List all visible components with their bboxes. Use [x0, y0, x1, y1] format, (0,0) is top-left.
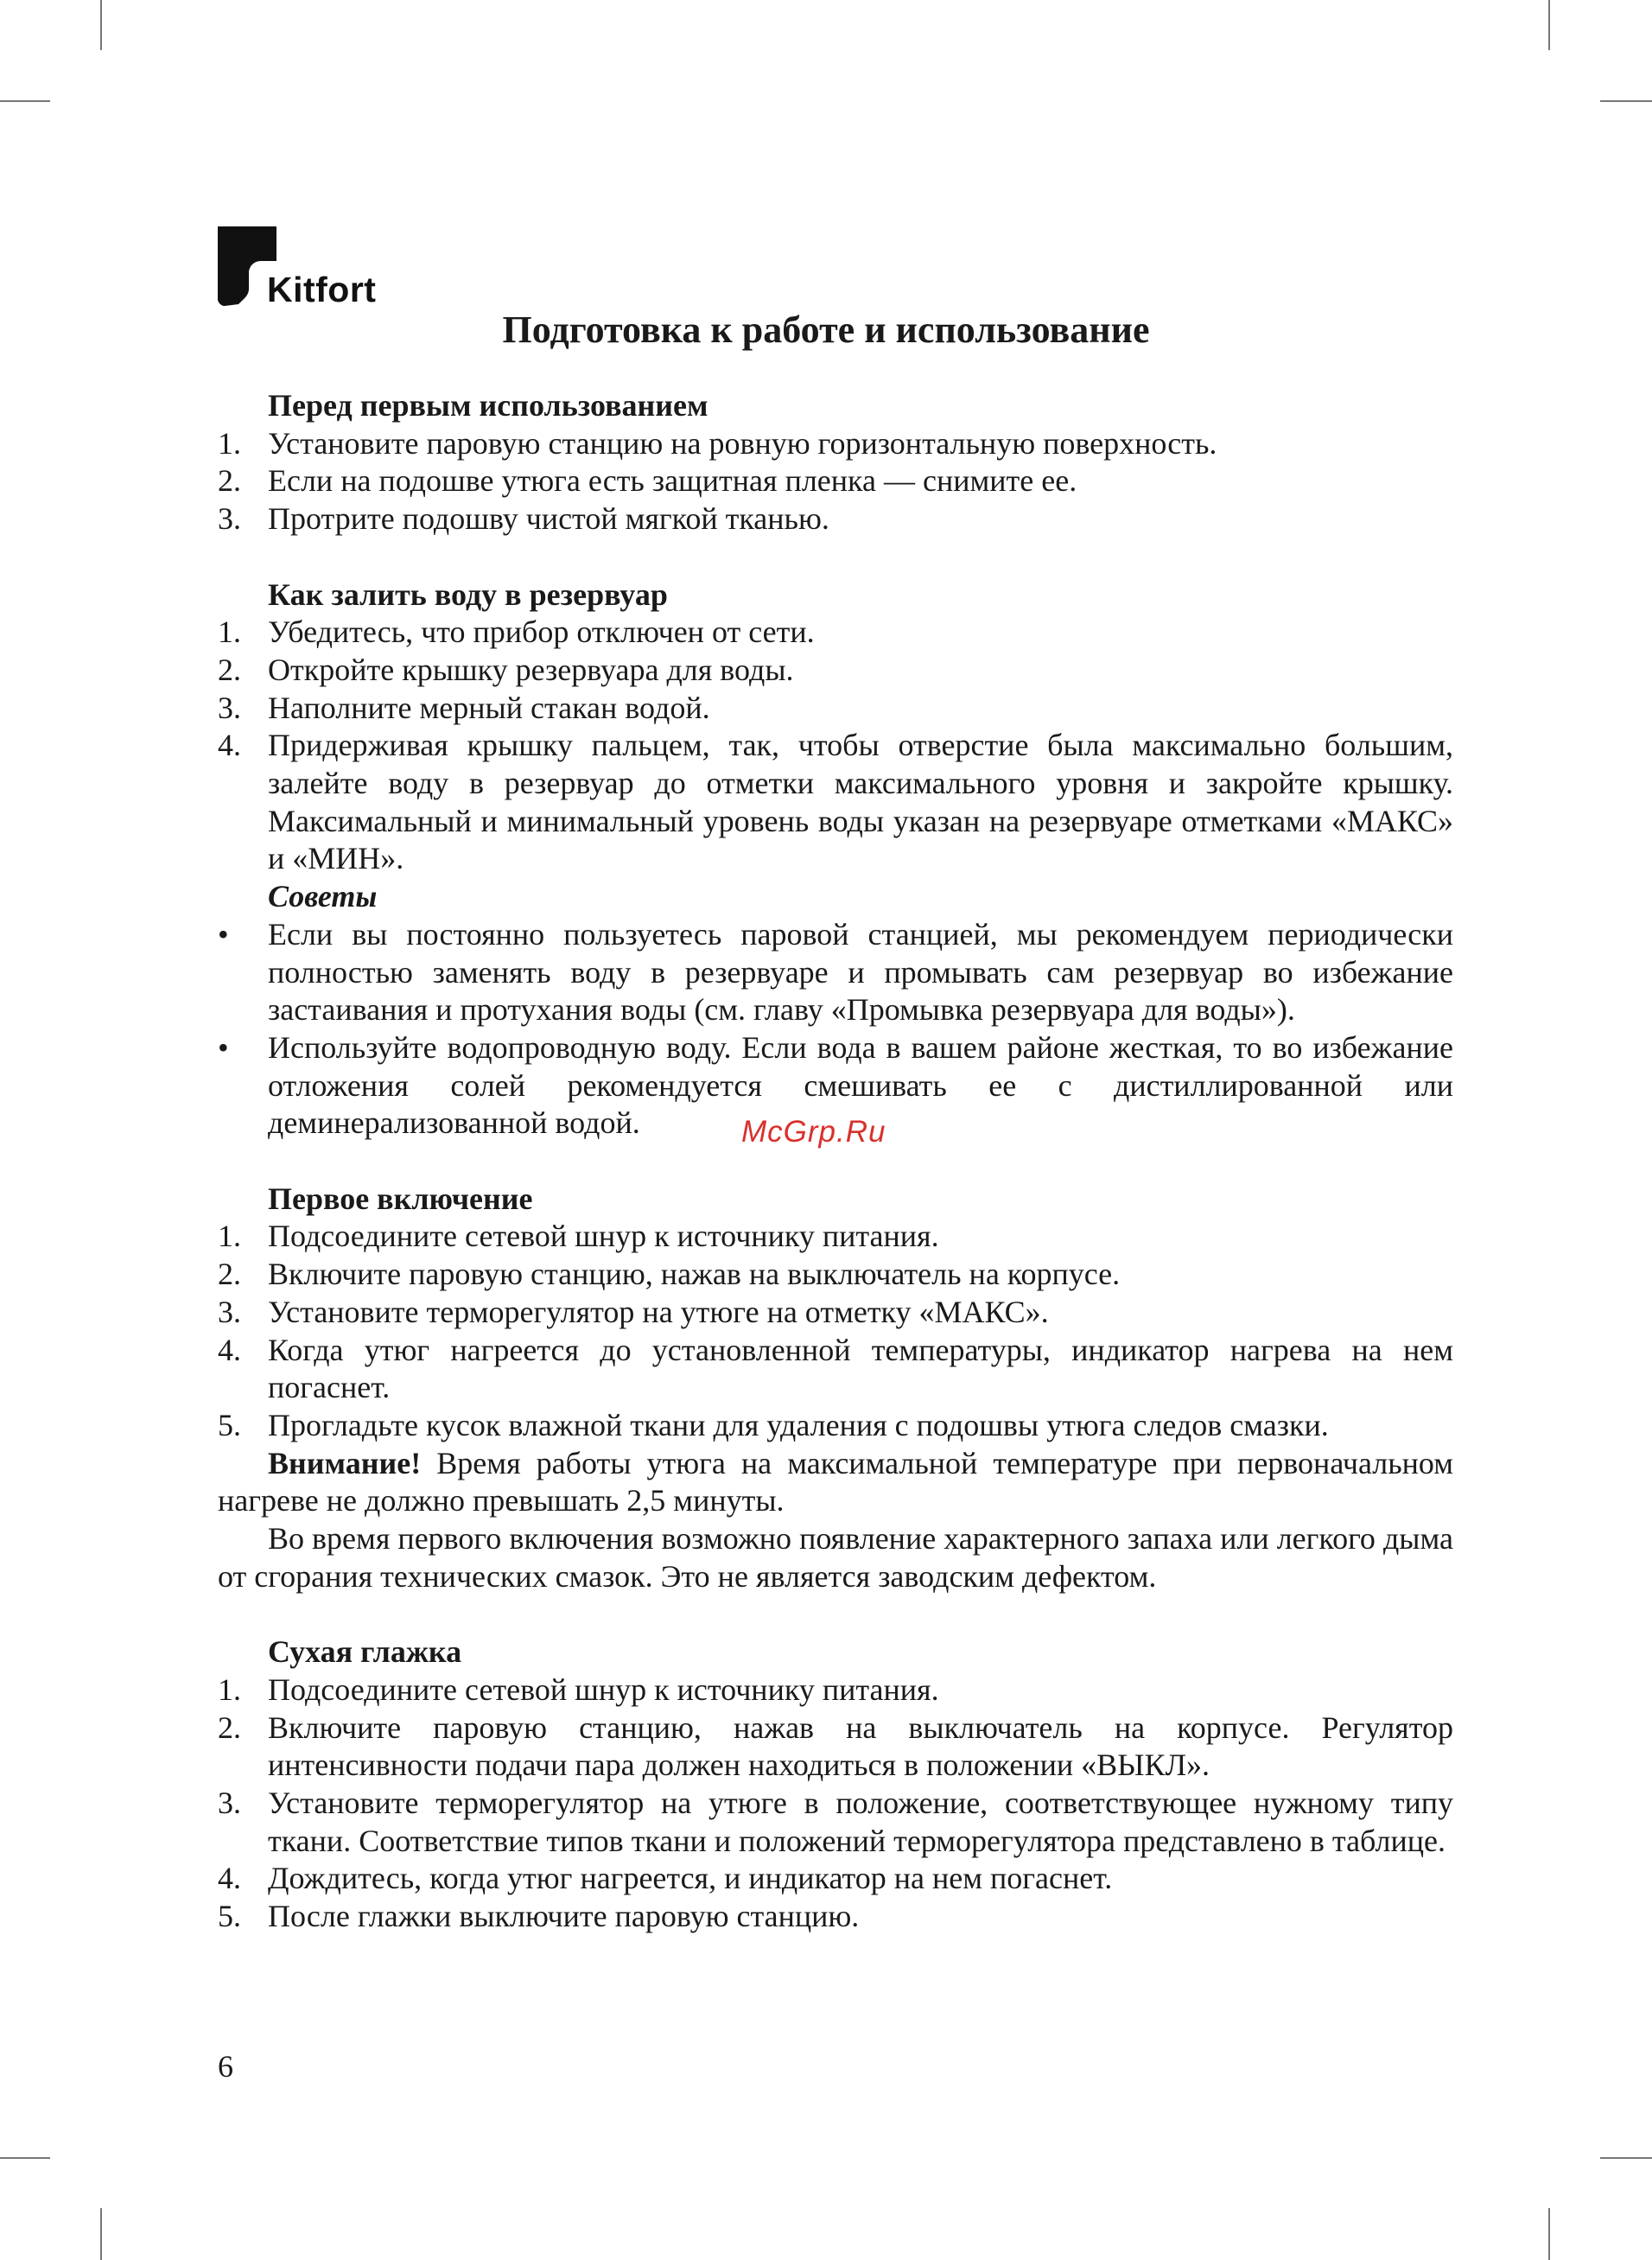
list-item-text: Включите паровую станцию, нажав на выключатель на корпусе.: [268, 1257, 1121, 1292]
list-item: [218, 1785, 1453, 1860]
page-number: 6: [218, 2049, 233, 2084]
list-number: 1.: [218, 1671, 241, 1707]
list-item-text: Если на подошве утюга есть защитная пленка — снимите ее.: [268, 463, 1077, 499]
list-item-text: Подсоедините сетевой шнур к источнику питания.: [268, 1219, 939, 1254]
list-item-text: Подсоедините сетевой шнур к источнику питания.: [268, 1671, 939, 1707]
list-number: 4.: [218, 1332, 241, 1367]
list-item: [218, 1332, 1453, 1407]
list-item-text: Дождитесь, когда утюг нагреется, и индикатор на нем погаснет.: [268, 1861, 1113, 1896]
list-item: [218, 462, 1453, 500]
list-number: 3.: [218, 501, 241, 537]
list-item-text: Прогладьте кусок влажной ткани для удаления с подошвы утюга следов смазки.: [268, 1407, 1329, 1442]
warning-text: Время работы утюга на максимальной температуре при первоначальном нагреве не должно превышать 2,5 минуты.: [218, 1445, 1453, 1518]
list-item-text: Протрите подошву чистой мягкой тканью.: [268, 501, 829, 537]
crop-mark: [1548, 2208, 1550, 2260]
list-item: [218, 652, 1453, 690]
list-item-text: Откройте крышку резервуара для воды.: [268, 652, 794, 687]
crop-mark: [0, 100, 50, 102]
list-number: 4.: [218, 1861, 241, 1896]
section-before-first-use: [218, 387, 1453, 538]
bullet-text: Используйте водопроводную воду. Если вода в вашем районе жесткая, то во избежание отложения солей рекомендуется смешивать ее с дистиллированной или деминерализованной водой.: [268, 1029, 1453, 1141]
list-item: [218, 1860, 1453, 1898]
list-number: 2.: [218, 1709, 241, 1745]
list-number: 1.: [218, 425, 241, 461]
section-heading: Перед первым использованием: [268, 388, 708, 423]
list-item: [218, 727, 1453, 878]
list-item: [218, 1218, 1453, 1256]
list-item-text: Когда утюг нагреется до установленной температуры, индикатор нагрева на нем погаснет.: [268, 1332, 1453, 1405]
list-item: [218, 690, 1453, 728]
kitfort-logo: [218, 226, 391, 313]
section-first-start: [218, 1181, 1453, 1596]
list-number: 5.: [218, 1407, 241, 1442]
warning-label: Внимание!: [268, 1445, 422, 1480]
bullet-text: Если вы постоянно пользуетесь паровой станцией, мы рекомендуем периодически полностью заменять воду в резервуаре и промывать сам резервуар во избежание застаивания и протухания воды (см. главу «Промывка резервуара для воды»).: [268, 916, 1453, 1028]
brand-name: Kitfort: [267, 270, 377, 309]
section-heading: Как залить воду в резервуар: [268, 576, 668, 612]
section-dry-ironing: [218, 1633, 1453, 1936]
crop-mark: [1548, 0, 1550, 50]
watermark: McGrp.Ru: [741, 1115, 886, 1149]
list-number: 5.: [218, 1899, 241, 1934]
list-item: [218, 1407, 1453, 1445]
crop-mark: [1600, 2157, 1652, 2159]
list-item-text: Установите терморегулятор на утюге в положение, соответствующее нужному типу ткани. Соответствие типов ткани и положений терморегулятора представлено в таблице.: [268, 1785, 1453, 1858]
note-paragraph: Во время первого включения возможно появление характерного запаха или легкого дыма от сгорания технических смазок. Это не является заводским дефектом.: [218, 1521, 1453, 1594]
list-number: 2.: [218, 463, 241, 499]
tips-heading: Советы: [268, 879, 378, 914]
list-number: 3.: [218, 1785, 241, 1820]
list-item: [218, 1898, 1453, 1936]
list-item-text: После глажки выключите паровую станцию.: [268, 1899, 860, 1934]
crop-mark: [1600, 100, 1652, 102]
list-item: [218, 1256, 1453, 1294]
warning-paragraph: [218, 1445, 1453, 1520]
list-item: [218, 425, 1453, 463]
list-number: 2.: [218, 652, 241, 687]
bullet-marker: •: [218, 916, 229, 952]
list-item-text: Установите терморегулятор на утюге на отметку «МАКС».: [268, 1294, 1049, 1329]
list-item-text: Наполните мерный стакан водой.: [268, 690, 710, 725]
list-item: [218, 1671, 1453, 1709]
section-fill-water: [218, 576, 1453, 1143]
section-heading: Сухая глажка: [268, 1634, 462, 1670]
bullet-item: [218, 916, 1453, 1029]
list-item-text: Включите паровую станцию, нажав на выключатель на корпусе. Регулятор интенсивности подачи пара должен находиться в положении «ВЫКЛ».: [268, 1709, 1453, 1783]
page-title: Подготовка к работе и использование: [502, 309, 1150, 351]
list-number: 4.: [218, 728, 241, 763]
crop-mark: [0, 2157, 50, 2159]
list-number: 3.: [218, 1294, 241, 1329]
list-item-text: Убедитесь, что прибор отключен от сети.: [268, 614, 815, 650]
list-item: [218, 1294, 1453, 1332]
list-number: 1.: [218, 1219, 241, 1254]
list-item: [218, 614, 1453, 652]
list-item: [218, 1709, 1453, 1785]
document-body: [218, 387, 1453, 1936]
list-item: [218, 500, 1453, 538]
list-number: 3.: [218, 690, 241, 725]
list-item-text: Установите паровую станцию на ровную горизонтальную поверхность.: [268, 425, 1217, 461]
list-item-text: Придерживая крышку пальцем, так, чтобы отверстие была максимально большим, залейте воду в резервуар до отметки максимального уровня и закройте крышку. Максимальный и минимальный уровень воды указан на резервуаре отметками «МАКС» и «МИН».: [268, 728, 1453, 876]
list-number: 2.: [218, 1257, 241, 1292]
section-heading: Первое включение: [268, 1181, 533, 1216]
bullet-marker: •: [218, 1029, 229, 1065]
list-number: 1.: [218, 614, 241, 650]
crop-mark: [100, 2208, 102, 2260]
crop-mark: [100, 0, 102, 50]
